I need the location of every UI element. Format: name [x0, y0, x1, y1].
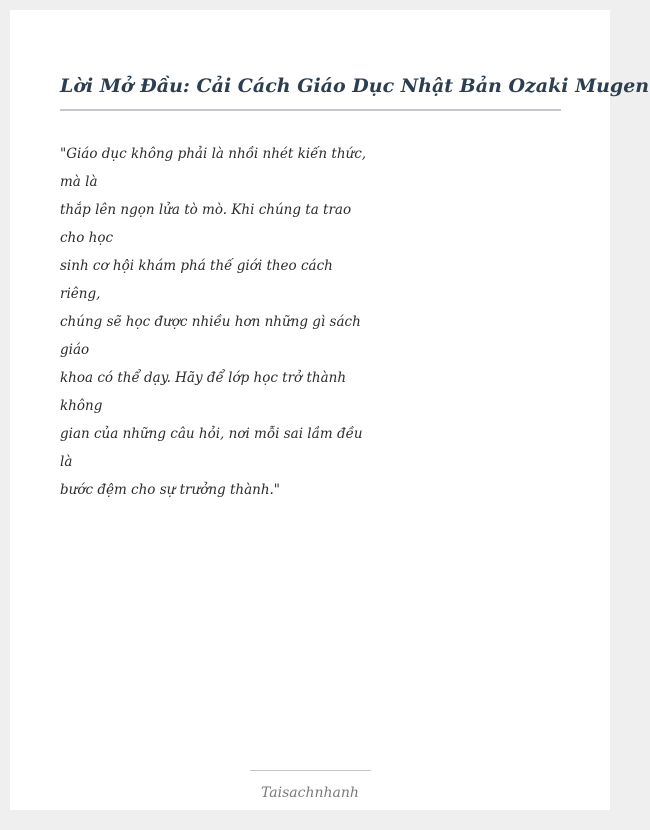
quote-paragraph — [60, 140, 367, 504]
quote-line: gian của những câu hỏi, nơi mỗi sai lầm đều — [60, 426, 363, 442]
quote-line: khoa có thể dạy. Hãy để lớp học trở thành — [60, 370, 347, 386]
quote-line: mà là — [60, 174, 98, 190]
quote-line: không — [60, 398, 103, 414]
quote-line: "Giáo dục không phải là nhồi nhét kiến thức, — [60, 146, 367, 162]
quote-line: thắp lên ngọn lửa tò mò. Khi chúng ta trao — [60, 202, 352, 218]
quote-line: chúng sẽ học được nhiều hơn những gì sách — [60, 314, 361, 330]
footer-divider — [250, 770, 371, 771]
quote-line: bước đệm cho sự trưởng thành." — [60, 482, 281, 498]
quote-line: giáo — [60, 342, 90, 358]
footer-brand: Taisachnhanh — [261, 785, 359, 801]
title-divider — [60, 109, 561, 111]
document-page — [10, 10, 650, 810]
quote-line: là — [60, 454, 73, 470]
quote-line: cho học — [60, 230, 114, 246]
quote-line: riêng, — [60, 286, 101, 302]
page-title: Lời Mở Đầu: Cải Cách Giáo Dục Nhật Bản Ozaki Mugen — [60, 75, 650, 97]
quote-line: sinh cơ hội khám phá thế giới theo cách — [60, 258, 333, 274]
